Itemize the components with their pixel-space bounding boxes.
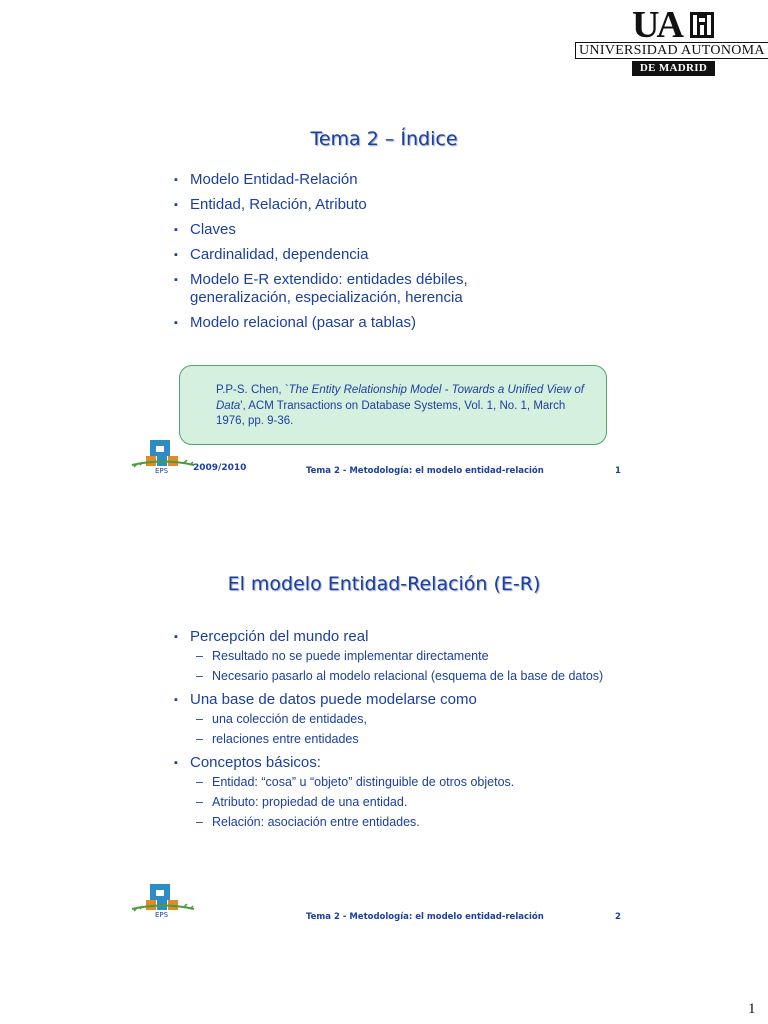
slide1-title: Tema 2 – Índice xyxy=(310,128,458,150)
uam-logo-letters: UA xyxy=(632,4,681,46)
slide2-title: El modelo Entidad-Relación (E-R) xyxy=(227,573,541,595)
uam-logo-name: UNIVERSIDAD AUTONOMA xyxy=(575,42,768,59)
eps-logo-text: EPS xyxy=(155,467,169,475)
section-label: Conceptos básicos: xyxy=(190,754,321,771)
sub-list xyxy=(190,648,622,685)
reference-details: ', ACM Transactions on Database Systems, Vol. 1, No. 1, March 1976, pp. 9-36. xyxy=(216,399,566,427)
slide2-bullet-list xyxy=(172,628,622,831)
sheet-page-number: 1 xyxy=(748,1001,756,1017)
footer-course: Tema 2 - Metodología: el modelo entidad-relación xyxy=(306,466,544,476)
section-label: Una base de datos puede modelarse como xyxy=(190,691,477,708)
reference-box xyxy=(179,365,607,445)
slide1-bullet: ▪ Entidad, Relación, Atributo xyxy=(172,196,532,214)
uam-logo-mark xyxy=(632,4,716,46)
slide1-bullet: ▪ Modelo E-R extendido: entidades débiles, generalización, especialización, herencia xyxy=(172,271,532,307)
sub-item: – Atributo: propiedad de una entidad. xyxy=(190,794,622,811)
footer-year: 2009/2010 xyxy=(193,463,247,473)
section-label: Percepción del mundo real xyxy=(190,628,369,645)
sub-item: – Entidad: “cosa” u “objeto” distinguible de otros objetos. xyxy=(190,774,622,791)
slide1-bullet: ▪ Modelo relacional (pasar a tablas) xyxy=(172,314,532,332)
slide1-bullet: ▪ Cardinalidad, dependencia xyxy=(172,246,532,264)
sub-item: – relaciones entre entidades xyxy=(190,731,622,748)
footer-page-number: 2 xyxy=(615,912,621,922)
slide1-bullet-list xyxy=(172,171,532,332)
sub-list xyxy=(190,774,622,831)
eps-logo-text: EPS xyxy=(155,911,169,919)
sub-list xyxy=(190,711,622,748)
slide2-section xyxy=(172,754,622,831)
footer-course: Tema 2 - Metodología: el modelo entidad-relación xyxy=(306,912,544,922)
reference-article-title: The Entity Relationship Model - Towards a Unified View of Data xyxy=(216,384,584,412)
uam-logo-city: DE MADRID xyxy=(632,61,715,76)
sub-item: – Relación: asociación entre entidades. xyxy=(190,814,622,831)
slide2-section xyxy=(172,691,622,748)
reference-authors: P.P-S. Chen, ` xyxy=(216,384,289,396)
sub-item: – una colección de entidades, xyxy=(190,711,622,728)
footer-page-number: 1 xyxy=(615,466,621,476)
uam-logo-monogram xyxy=(690,12,714,38)
slide1-bullet: ▪ Claves xyxy=(172,221,532,239)
slide1-bullet: ▪ Modelo Entidad-Relación xyxy=(172,171,532,189)
slide2-section xyxy=(172,628,622,685)
sub-item: – Necesario pasarlo al modelo relacional (esquema de la base de datos) xyxy=(190,668,622,685)
sub-item: – Resultado no se puede implementar directamente xyxy=(190,648,622,665)
